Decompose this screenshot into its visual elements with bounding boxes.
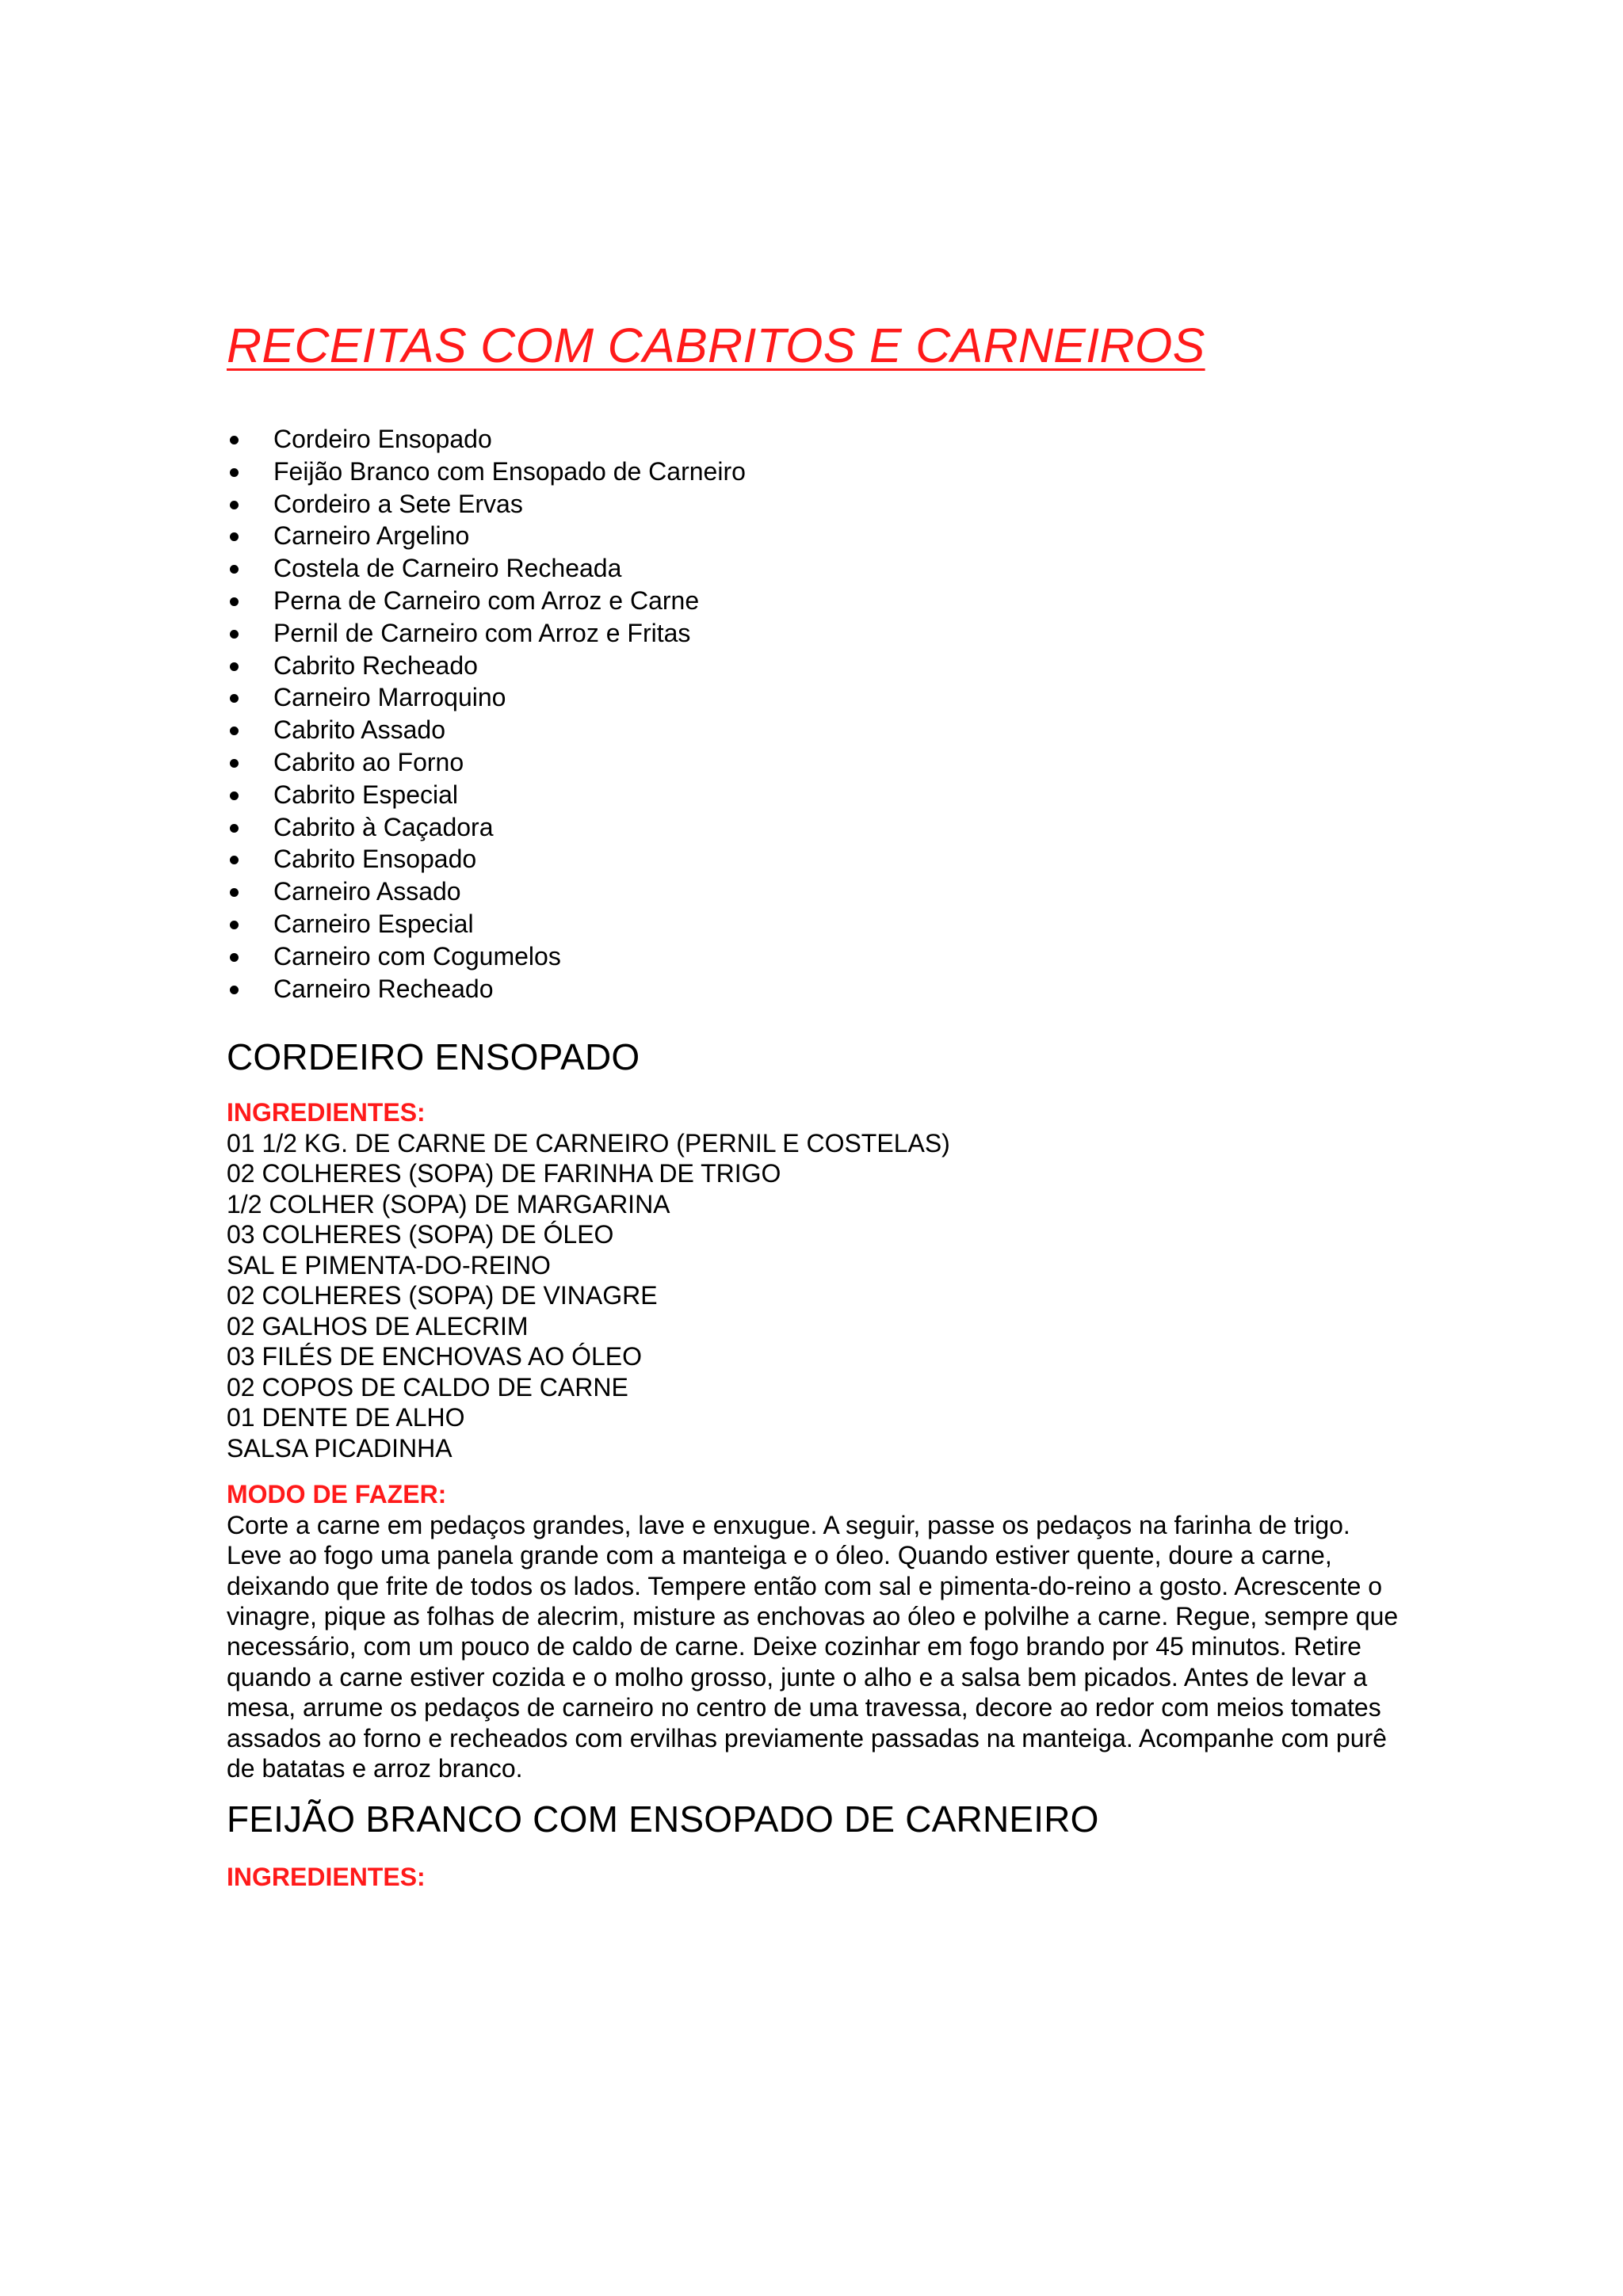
ingredient-line: 1/2 COLHER (SOPA) DE MARGARINA [227, 1189, 670, 1219]
index-item-label: Carneiro com Cogumelos [273, 941, 561, 971]
index-item-label: Perna de Carneiro com Arroz e Carne [273, 585, 700, 615]
index-item-label: Carneiro Argelino [273, 521, 470, 551]
index-item-label: Cabrito Recheado [273, 650, 478, 680]
ingredient-line: 02 GALHOS DE ALECRIM [227, 1311, 529, 1341]
bullet-icon [230, 727, 239, 735]
index-item [227, 714, 1415, 746]
index-item-label: Pernil de Carneiro com Arroz e Fritas [273, 618, 691, 647]
bullet-icon [230, 921, 239, 929]
bullet-icon [230, 532, 239, 541]
bullet-icon [230, 888, 239, 897]
bullet-icon [230, 759, 239, 768]
ingredients-label: INGREDIENTES: [227, 1098, 426, 1127]
ingredients-list [227, 1128, 1415, 1464]
index-item [227, 456, 1415, 488]
method-label: MODO DE FAZER: [227, 1480, 447, 1509]
index-item [227, 779, 1415, 811]
bullet-icon [230, 468, 239, 477]
ingredient-line: 01 1/2 KG. DE CARNE DE CARNEIRO (PERNIL E COSTELAS) [227, 1128, 950, 1158]
index-item [227, 650, 1415, 682]
ingredient-line: 02 COLHERES (SOPA) DE VINAGRE [227, 1281, 658, 1310]
bullet-icon [230, 986, 239, 994]
bullet-icon [230, 791, 239, 800]
index-item [227, 843, 1415, 875]
bullet-icon [230, 856, 239, 864]
index-item [227, 746, 1415, 779]
index-item-label: Cordeiro a Sete Ervas [273, 489, 523, 518]
bullet-icon [230, 565, 239, 574]
index-item [227, 585, 1415, 617]
index-item [227, 875, 1415, 908]
ingredients-label: INGREDIENTES: [227, 1862, 426, 1891]
index-item-label: Carneiro Recheado [273, 974, 494, 1003]
bullet-icon [230, 694, 239, 703]
document-title: RECEITAS COM CABRITOS E CARNEIROS [227, 318, 1205, 372]
ingredient-line: 03 FILÉS DE ENCHOVAS AO ÓLEO [227, 1342, 643, 1371]
index-item [227, 488, 1415, 521]
bullet-icon [230, 824, 239, 833]
method-paragraph: Corte a carne em pedaços grandes, lave e enxugue. A seguir, passe os pedaços na farinha de trigo. Leve ao fogo uma panela grande com a manteiga e o óleo. Quando estiver quente, doure a carne, deixando que frite de todos os lados. Tempere então com sal e pimenta-do-reino a gosto. Acrescente o vinagre, pique as folhas de alecrim, misture as enchovas ao óleo e polvilhe a carne. Regue, sempre que necessário, com um pouco de caldo de carne. Deixe cozinhar em fogo brando por 45 minutos. Retire quando a carne estiver cozida e o molho grosso, junte o alho e a salsa bem picados. Antes de levar a mesa, arrume os pedaços de carneiro no centro de uma travessa, decore ao redor com meios tomates assados ao forno e recheados com ervilhas previamente passadas na manteiga. Acompanhe com purê de batatas e arroz branco. [227, 1510, 1399, 1783]
index-item [227, 908, 1415, 940]
bullet-icon [230, 630, 239, 639]
ingredient-line: SALSA PICADINHA [227, 1433, 453, 1463]
index-item [227, 940, 1415, 973]
index-item [227, 617, 1415, 650]
index-item [227, 520, 1415, 552]
index-item [227, 552, 1415, 585]
recipe-title: CORDEIRO ENSOPADO [227, 1036, 640, 1078]
recipe-cordeiro-ensopado [227, 1033, 1415, 1783]
index-item-label: Carneiro Marroquino [273, 683, 506, 712]
ingredient-line: 03 COLHERES (SOPA) DE ÓLEO [227, 1220, 614, 1249]
bullet-icon [230, 501, 239, 509]
bullet-icon [230, 597, 239, 606]
recipe-feijao-branco [227, 1795, 1415, 1893]
index-item [227, 681, 1415, 714]
recipe-index-list [227, 423, 1415, 1005]
index-item-label: Costela de Carneiro Recheada [273, 554, 622, 583]
index-item-label: Cabrito Assado [273, 715, 446, 745]
bullet-icon [230, 436, 239, 444]
index-item-label: Carneiro Assado [273, 877, 461, 906]
index-item [227, 811, 1415, 844]
document-page [227, 314, 1415, 1892]
ingredient-line: 02 COLHERES (SOPA) DE FARINHA DE TRIGO [227, 1159, 781, 1188]
ingredient-line: SAL E PIMENTA-DO-REINO [227, 1250, 551, 1280]
index-item [227, 973, 1415, 1005]
index-item-label: Cabrito Especial [273, 780, 458, 809]
recipe-title: FEIJÃO BRANCO COM ENSOPADO DE CARNEIRO [227, 1798, 1099, 1840]
ingredient-line: 01 DENTE DE ALHO [227, 1403, 465, 1432]
index-item-label: Cabrito Ensopado [273, 845, 477, 874]
bullet-icon [230, 662, 239, 671]
index-item-label: Feijão Branco com Ensopado de Carneiro [273, 456, 746, 486]
ingredient-line: 02 COPOS DE CALDO DE CARNE [227, 1372, 628, 1402]
index-item-label: Carneiro Especial [273, 909, 474, 938]
index-item-label: Cordeiro Ensopado [273, 425, 492, 453]
index-item-label: Cabrito à Caçadora [273, 812, 494, 841]
index-item [227, 423, 1415, 456]
index-item-label: Cabrito ao Forno [273, 747, 464, 776]
bullet-icon [230, 953, 239, 962]
